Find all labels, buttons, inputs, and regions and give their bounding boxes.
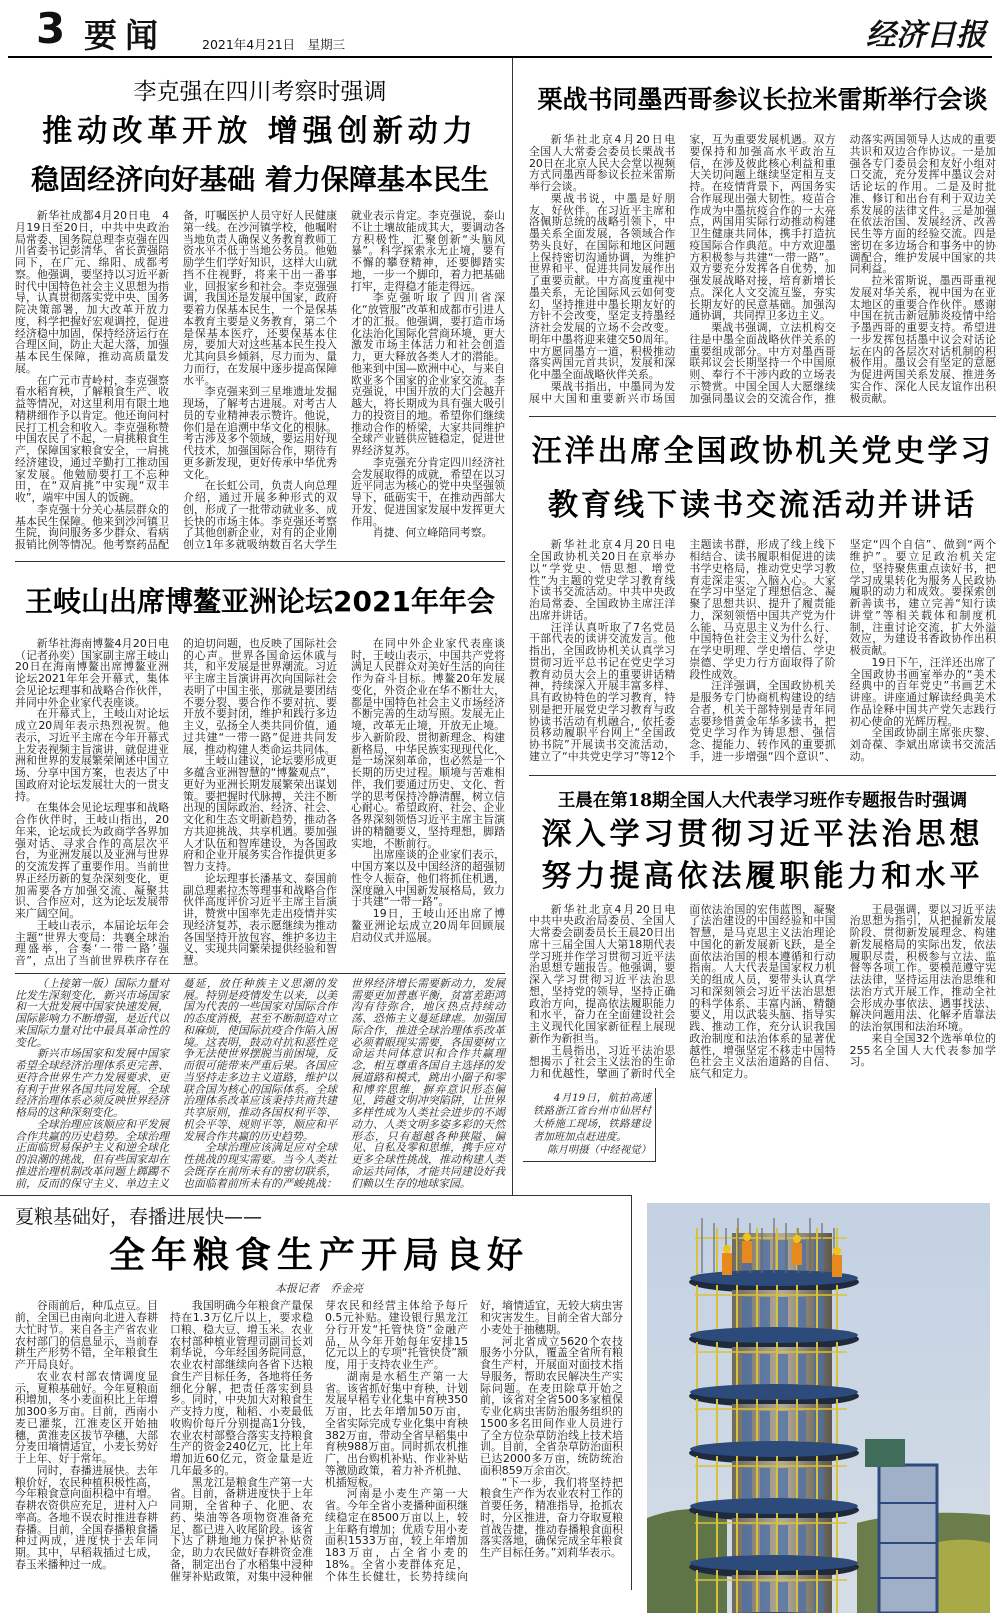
- construction-worker: [792, 1243, 802, 1265]
- article-body: [529, 904, 996, 1080]
- formwork-panel: [742, 1411, 752, 1441]
- paragraph: 来自全国32个选举单位的255名全国人大代表参加学习。: [849, 1031, 996, 1069]
- paragraph: 李克强来到三星堆遗址发掘现场，了解考古进展。对考古人员的专业精神表示赞许。他说，你们是在追溯中华文化的根脉。考古涉及多个领域，要运用好现代技术，加强国际合作，期待有更多新发现，更好传承中华优秀文化。: [183, 385, 337, 481]
- paragraph: 谷雨前后，种瓜点豆。目前，全国已由南向北进入春耕大忙时节。来自各主产省农业农村部门的信息显示，当前春耕生产形势不错，全年粮食生产开局良好。: [15, 1299, 158, 1371]
- formwork-panel: [760, 1525, 770, 1555]
- formwork-panel: [760, 1582, 770, 1612]
- article-headline: 教育线下读书交流活动并讲话: [548, 488, 977, 524]
- formwork-panel: [778, 1297, 788, 1327]
- formwork-panel: [742, 1297, 752, 1327]
- article-headline: 深入学习贯彻习近平法治思想: [541, 816, 984, 852]
- article-body: [15, 638, 505, 967]
- paragraph: 李克强十分关心基层群众的基本民生保障。他来到沙河镇卫生院，询问服务多少群众、看病报销比例等情况。他考察药品配备，叮嘱医护人员守好人民健康第一线。在沙河镇学校，他嘱咐当地负责人确保义务教育教师工资水平不低于当地公务员。他勉励学生们学好知识，这样大山就挡不住视野，将来干出一番事业，回报家乡和社会。李克强强调，我国还是发展中国家，政府要着力保基本民生，一个是保基本教育主要是义务教育，第二个是保基本医疗，还要保基本住房，要加大对这些基本民生投入尤其向县乡倾斜，尽力而为、量力而行，在发展中逐步提高保障水平。: [15, 209, 337, 551]
- formwork-panel: [778, 1354, 788, 1384]
- formwork-panel: [778, 1468, 788, 1498]
- right-column: [512, 58, 1000, 1195]
- paragraph: 李克强充分肯定四川经济社会发展取得的成就，希望在以习近平同志为核心的党中央坚强领导下，砥砺实干，在推动西部大开发、促进国家发展中发挥更大作用。: [351, 455, 505, 528]
- section-rule: [529, 775, 996, 776]
- issue-date: 2021年4月21日 星期三: [202, 37, 346, 52]
- paragraph: 19日下午，汪洋还出席了全国政协书画室举办的“美术经典中的百年党史”书画艺术讲座。讲座通过解读经典美术作品诠释中国共产党矢志践行初心使命的光辉历程。: [849, 655, 996, 728]
- formwork-panel: [742, 1354, 752, 1384]
- upper-section: [0, 58, 1000, 1195]
- formwork-panel: [814, 1582, 824, 1612]
- paragraph: 栗战书说，中墨是好朋友、好伙伴。在习近平主席和洛佩斯总统的战略引领下，中墨关系全面发展，各领域合作势头良好，在国际和地区问题上保持密切沟通协调，为维护世界和平、促进共同发展作出了重要贡献。中方高度重视中墨关系，无论国际风云如何变幻，坚持推进中墨长期友好的方针不会改变，坚定支持墨经济社会发展的立场不会改变。明年中墨将迎来建交50周年。中方愿同墨方一道，积极推动落实两国元首共识，发展和深化中墨全面战略伙伴关系。: [529, 191, 676, 381]
- paragraph: 新华社北京4月20日电 全国人大常委会委员长栗战书20日在北京人民大会堂以视频方式同墨西哥参议长拉米雷斯举行会谈。: [529, 133, 687, 193]
- formwork-panel: [778, 1411, 788, 1441]
- formwork-panel: [814, 1297, 824, 1327]
- construction-worker: [722, 1253, 732, 1275]
- paragraph: 王晨强调，要以习近平法治思想为指引，从把握新发展阶段、贯彻新发展理念、构建新发展格局的实际出发，依法履职尽责，积极参与立法、监督等各项工作。要模范遵守宪法法律，坚持运用法治思维和法治方式开展工作，推动全社会形成办事依法、遇事找法、解决问题用法、化解矛盾靠法的法治氛围和法治环境。: [849, 902, 996, 1033]
- formwork-panel: [760, 1468, 770, 1498]
- paragraph: 在广元市青岭村，李克强察看水稻育秧，了解粮食生产、收益等情况，对这里利用有限土地精耕细作予以肯定。他还询问村民打工机会和收入。李克强称赞中国农民了不起，一肩挑粮食生产，保障国家粮食安全，一肩挑经济建设，通过辛勤打工推动国家发展。他勉励要打工不忘种田，在“双肩挑”中实现“双丰收”，端牢中国人的饭碗。: [15, 373, 169, 504]
- paragraph: 新兴市场国家和发展中国家希望全球经济治理体系更完善、更符合世界生产力发展要求、更有利于世界各国共同发展。全球经济治理体系必须反映世界经济格局的这种深刻变化。: [15, 1047, 169, 1119]
- left-column: [15, 58, 512, 1195]
- section-title: 要闻: [84, 16, 166, 55]
- article-headline: 栗战书同墨西哥参议长拉米雷斯举行会谈: [537, 85, 988, 114]
- paragraph: 论坛理事长潘基文、泰国前副总理素拉杰等理事和战略合作伙伴高度评价习近平主席主旨演讲，赞赏中国率先走出疫情并实现经济复苏，表示愿继续为推动各国坚持开放包容、维护多边主义、实现共同繁荣提供经验和智慧。: [183, 871, 337, 967]
- paragraph: 同时，春播进展快。去年粮价好，农民种植积极性高，今年粮食意向面积稳中有增。春耕农资供应充足，进村入户率高。各地不误农时推进春耕春播。目前，全国春播粮食播种过两成，进度快于去年同期。其中，早稻栽插过七成，春玉米播种过一成。: [15, 1463, 158, 1571]
- paragraph: 汪洋强调，全国政协机关是服务专门协商机构建设的结合者，机关干部特别是青年同志要珍惜黄金年华多读书，把党史学习作为铸思想、强信念、提能力、转作风的重要抓手，进一步增强“四个意识”、坚定“四个自信”、做到“两个维护”。要立足政治机关定位，坚持聚焦重点读好书，把学习成果转化为服务人民政协履职的动力和成效。要探索创新善读书，建立完善“知行读讲堂”等相关载体和制度机制，注重讨论交流，扩大外溢效应，为建设书香政协作出积极贡献。: [689, 538, 996, 763]
- bridge-pier-photo: [647, 1203, 990, 1613]
- paragraph: 全球治理应该满足应对全球性挑战的现实需要。当今人类社会既存在前所未有的密切联系，也面临着前所未有的严峻挑战：世界经济增长需要新动力，发展需要更加普惠平衡，贫富差距鸿沟有待弥合，地区热点持续动荡、恐怖主义蔓延肆虐。加强国际合作，推进全球治理体系改革必须着眼现实需要，各国要树立命运共同体意识和合作共赢理念，相互尊重各国自主选择的发展道路和模式，跳出小圈子和零和博弈思维，摒弃意识形态偏见，跨越文明冲突陷阱，让世界多样性成为人类社会进步的不竭动力、人类文明多姿多彩的天然形态，只有超越各种狭隘、偏见、自私及零和思维，携手应对更多全球性挑战，推动构建人类命运共同体，才能共同建设好我们赖以生存的地球家园。: [183, 976, 505, 1190]
- formwork-panel: [760, 1411, 770, 1441]
- article-kicker: 夏粮基础好，春播进展快——: [15, 1206, 263, 1229]
- paragraph: 农业农村部农情调度显示，夏粮基础好。今年夏粮面积增加，冬小麦面积比上年增加300多万亩。目前，西南小麦已灌浆，江淮麦区开始抽穗，黄淮麦区拔节孕穗，大部分麦田墒情适宜，小麦长势好于上年、好于常年。: [15, 1369, 158, 1465]
- article-headline: 王岐山出席博鳌亚洲论坛2021年年会: [25, 584, 495, 618]
- photo-caption-box: [523, 1088, 656, 1162]
- article-byline: 本报记者 乔金亮: [275, 1282, 363, 1296]
- formwork-panel: [778, 1582, 788, 1612]
- article-body: [15, 210, 505, 551]
- article-kicker: 王晨在第18期全国人大代表学习班作专题报告时强调: [557, 790, 968, 811]
- masthead: [8, 0, 992, 58]
- article-headline: 汪洋出席全国政协机关党史学习: [531, 434, 994, 470]
- construction-worker: [832, 1255, 842, 1277]
- paragraph: 在长虹公司，负责人向总理介绍，通过开展多种形式的双创，形成了一批带动就业多、成长快的市场主体。李克强还考察了其他创新企业，对有的企业刚创立1年多就吸纳数百名大学生就业表示肯定。李克强说，泰山不让土壤故能成其大，要调动各方积极性，汇聚创新“头脑风暴”。科学探索永无止境，要有不懈的攀登精神，还要脚踏实地，一步一个脚印，着力把基础打牢，走得稳才能走得远。: [183, 209, 505, 551]
- article-headline: 努力提高依法履职能力和水平: [541, 858, 984, 894]
- paragraph: 在开幕式上，王岐山对论坛成立20周年表示热烈祝贺。他表示，习近平主席在今年开幕式上发表视频主旨演讲，就促进亚洲和世界的发展繁荣阐述中国立场、分享中国方案，也表达了中国政府对论坛发展壮大的一贯支持。: [15, 707, 169, 803]
- article-wangyang: [529, 425, 996, 762]
- article-headline: 稳固经济向好基础 着力保障基本民生: [31, 163, 489, 196]
- article-body: [529, 134, 996, 404]
- formwork-panel: [814, 1411, 824, 1441]
- formwork-panel: [814, 1354, 824, 1384]
- paragraph: 湖南是水稻生产第一大省。该省抓好集中育秧，计划发展早稻专业化集中育秧350万亩，比去年增加50万亩，全省实际完成专业化集中育秧382万亩，带动全省早稻集中育秧988万亩。同时抓农机推广，出台购机补贴、作业补贴等激励政策，着力补齐机抛、机插短板。: [325, 1369, 468, 1489]
- article-wangchen: [529, 788, 996, 1080]
- section-rule: [529, 416, 996, 417]
- paragraph: 我国明确今年粮食产量保持在1.3万亿斤以上，要求稳口粮、稳大豆、增玉米。农业农村部种植业管理司副司长刘莉华说，今年经国务院同意，农业农村部继续向各省下达粮食生产目标任务，各地将任务细化分解，把责任落实到县乡。同时，中央加大对粮食生产支持力度，籼稻、小麦最低收购价每斤分别提高1分钱，农业农村部整合落实支持粮食生产的资金240亿元，比上年增加近60亿元，资金量是近几年最多的。: [170, 1299, 313, 1477]
- paragraph: 王岐山建议，论坛要形成更多蕴含亚洲智慧的“博鳌观点”，更好为亚洲长期发展繁荣出谋划策。要把握时代脉搏，关注不断出现的国际政治、经济、社会、文化和生态文明新趋势，推动各方共迎挑战、共享机遇。要加强人才队伍和智库建设，为各国政府和企业开展务实合作提供更多智力支持。: [183, 754, 337, 873]
- paragraph: 新华社成都4月20日电 4月19日至20日，中共中央政治局常委、国务院总理李克强在四川省委书记彭清华、省长黄强陪同下，在广元、绵阳、成都考察。他强调，要坚持以习近平新时代中国特色社会主义思想为指导，认真贯彻落实党中央、国务院决策部署，加大改革开放力度，科学把握好宏观调控，促进经济稳中加固，保持经济运行在合理区间，防止大起大落，加强基本民生保障，推动高质量发展。: [15, 209, 169, 375]
- paragraph: 19日，王岐山还出席了博鳌亚洲论坛成立20周年回顾展启动仪式并巡展。: [351, 907, 505, 944]
- paragraph: 河北省成立5620个农技服务小分队，覆盖全省所有粮食生产村，开展面对面技术指导服务，帮助农民解决生产实际问题。在麦田除草开始之前，该省对全省500多家植保专业化病虫害防治服务组织的1500多名田间作业人员进行了全方位杂草防治线上技术培训。目前，全省杂草防治面积已达2000多万亩，统防统治面积859万余亩次。: [480, 1334, 623, 1477]
- formwork-panel: [742, 1582, 752, 1612]
- paragraph: 在集体会见论坛理事和战略合作伙伴时，王岐山指出，20年来，论坛成长为政商学各界加强对话、寻求合作的高层次平台，为亚洲发展以及亚洲与世界的交流发挥了重要作用。当前世界正经历新的复杂深刻变化，更加需要各方加强交流、凝聚共识、合作应对，这为论坛发展带来广阔空间。: [15, 801, 169, 920]
- construction-worker: [742, 1241, 752, 1263]
- formwork-panel: [814, 1468, 824, 1498]
- paragraph: 李克强听取了四川省深化“放管服”改革和成都市引进人才的汇报。他强调，要打造市场化法治化国际化营商环境，更大激发市场主体活力和社会创造力，更大释放各类人才的潜能。他来到中国—欧洲中心，与来自欧亚多个国家的企业家交流。李克强说，中国开放的大门会越开越大，将长期成为具有强大吸引力的投资目的地。希望你们继续推动合作的桥梁，大家共同维护全球产业链供应链稳定，促进世界经济复苏。: [351, 291, 505, 457]
- paragraph: 河南是小麦生产第一大省。今年全省小麦播种面积继续稳定在8500万亩以上，较上年略有增加；优质专用小麦面积1533万亩，较上年增加183万亩，占全省小麦的18%。全省小麦群体充足，个体生长健壮，长势持续向好，墒情适宜，无较大病虫害和灾害发生。目前全省大部分小麦处于抽穗期。: [325, 1299, 623, 1583]
- formwork-panel: [760, 1297, 770, 1327]
- paragraph: 出席座谈的企业家们表示，中国方案以及中国经济的超强韧性令人振奋，他们将抓住机遇，深度融入中国新发展格局，致力于共建“一带一路”。: [351, 848, 505, 909]
- paragraph: 全球治理应该顺应和平发展合作共赢的历史趋势。全球治理正面临贸易保护主义和逆全球化的浪潮的挑战，但有些国家却在推进治理机制改革问题上踯躅不前，反而的保守主义、单边主义蔓延，放任种族主义思潮的发展。特别是疫情发生以来，以美国为代表的一些国家对国际合作的态度消极，甚至不断制造对立和麻烦，使国际抗疫合作陷入困境。这表明，鼓动对抗和恶性竞争无法使世界摆脱当前困境，反而很可能带来严重后果。各国应当坚持走多边主义道路，维护以联合国为核心的国际体系。全球治理体系改革应该秉持共商共建共享原则，推动各国权利平等、机会平等、规则平等，顺应和平发展合作共赢的历史趋势。: [15, 976, 337, 1190]
- paragraph: 栗战书指出，中墨同为发展中大国和重要新兴市场国家，互为重要发展机遇。双方要保持和加强高水平政治互信，在涉及彼此核心利益和重大关切问题上继续坚定相互支持。在疫情背景下，两国务实合作展现出强大韧性。疫苗合作成为中墨抗疫合作的一大亮点，两国用实际行动推动构建卫生健康共同体，携手打造抗疫国际合作典范。中方欢迎墨方积极参与共建“一带一路”。双方要充分发挥各自优势，加强发展战略对接，培育新增长点。深化人文交流互鉴，夯实长期友好的民意基础。加强沟通协调，共同捍卫多边主义。: [529, 133, 836, 405]
- formwork-panel: [760, 1354, 770, 1384]
- lower-section: [0, 1195, 1000, 1613]
- continued-article-body: [15, 978, 505, 1190]
- news-photo-bridge-pier-construction: [647, 1203, 990, 1613]
- article-wangqishan: [15, 582, 505, 967]
- paragraph: “下一步，我们将坚持把粮食生产作为农业农村工作的首要任务，精准指导，抢抓农时，分区推进，奋力夺取夏粮首战告捷，推动春播粮食面积落实落地，确保完成全年粮食生产目标任务。”刘莉华表示。: [480, 1475, 623, 1559]
- paragraph: 王晨指出，习近平法治思想揭示了社会主义法治的生命力和优越性，擘画了新时代全面依法治国的宏伟蓝图，凝聚了法治建设的中国经验和中国智慧，是马克思主义法治理论中国化的新发展新飞跃，是全面依法治国的根本遵循和行动指南。人大代表是国家权力机关的组成人员，要带头认真学习和深刻领会习近平法治思想的科学体系、丰富内涵、精髓要义，用以武装头脑、指导实践、推动工作，充分认识我国政治制度和法治体系的显著优越性，增强坚定不移走中国特色社会主义法治道路的自信、底气和定力。: [529, 902, 836, 1080]
- article-likeqiang: [15, 76, 505, 551]
- page-number: 3: [36, 4, 66, 53]
- photo-caption: 4月19日，航拍高速铁路浙江省台州市仙居村大桥施工现场，铁路建设者加班加点赶进度。: [533, 1091, 651, 1143]
- paragraph: 拉米雷斯说，墨西哥重视发展对华关系，视中国为在亚太地区的重要合作伙伴。感谢中国在抗击新冠肺炎疫情中给予墨西哥的重要支持。希望进一步发挥包括墨中议会对话论坛在内的各层次对话机制的积极作用。墨议会有坚定的意愿为促进两国关系发展、推进务实合作、深化人民友谊作出积极贡献。: [849, 274, 996, 405]
- article-grain: [0, 1195, 632, 1590]
- paragraph: 新华社北京4月20日电 全国政协机关20日在京举办以“学党史、悟思想、增党性”为主题的党史学习教育线下读书交流活动。中共中央政治局常委、全国政协主席汪洋出席并讲话。: [529, 538, 687, 622]
- paragraph: 新华社北京4月20日电 中共中央政治局委员、全国人大常委会副委员长王晨20日出席十三届全国人大第18期代表学习班并作学习贯彻习近平法治思想专题报告。他强调，要深入学习贯彻习近平法治思想，坚持党的领导，坚持正确政治方向，提高依法履职能力和水平，奋力在全面建设社会主义现代化国家新征程上展现新作为新担当。: [529, 902, 687, 1045]
- formwork-panel: [742, 1468, 752, 1498]
- paragraph: 在同中外企业家代表座谈时，王岐山表示，中国共产党将满足人民群众对美好生活的向往作为奋斗目标。博鳌20年发展变化，外资企业在华不断壮大，都是中国特色社会主义市场经济不断完善的生动写照。发展无止境，改革无止境，开放无止境。步入新阶段、贯彻新理念、构建新格局，中华民族实现现代化，是一场深刻革命，也必然是一个长期的历史过程。顺境与苦难相伴，我们要通过历史、文化、哲学的思考保持冷静清醒，树立信心耐心。希望政府、社会、企业各界深刻领悟习近平主席主旨演讲的精髓要义，坚持理想，脚踏实地，不断前行。: [351, 636, 505, 850]
- article-body: [529, 539, 996, 762]
- paragraph: 栗战书强调，立法机构交往是中墨全面战略伙伴关系的重要组成部分。中方对墨西哥联邦议会长期坚持一个中国原则、奉行不干涉内政的立场表示赞赏。中国全国人大愿继续加强同墨议会的交流合作，推动落实两国领导人达成的重要共识和双边合作协议。一是加强各专门委员会和友好小组对口交流，充分发挥中墨议会对话论坛的作用。二是及时批准、修订和出台有利于双边关系发展的法律文件。三是加强在依法治国、发展经济、改善民生等方面的经验交流。四是密切在多边场合和事务中的协调配合，维护发展中国家的共同利益。: [689, 133, 996, 405]
- formwork-panel: [814, 1525, 824, 1555]
- paragraph: 新华社海南博鳌4月20日电（记者孙奕）国家副主席王岐山20日在海南博鳌出席博鳌亚洲论坛2021年年会开幕式，集体会见论坛理事和战略合作伙伴，并同中外企业家代表座谈。: [15, 636, 169, 709]
- paragraph: （上接第一版）国际力量对比发生深刻变化，新兴市场国家和一大批发展中国家快速发展，国际影响力不断增强，是近代以来国际力量对比中最具革命性的变化。: [15, 976, 169, 1049]
- article-body: [15, 1300, 623, 1582]
- section-rule: [15, 561, 505, 562]
- formwork-panel: [742, 1525, 752, 1555]
- article-headline: 全年粮食生产开局良好: [108, 1234, 529, 1277]
- section-rule: [15, 973, 505, 974]
- article-kicker: 李克强在四川考察时强调: [133, 79, 387, 105]
- paragraph: 王岐山表示，本届论坛年会主题“世界大变局：共襄全球治理盛举，合奏‘一带一路’强音”，点出了当前世界秩序存在的迫切问题，也反映了国际社会的心声。世界各国命运休戚与共，和平发展是世界潮流。习近平主席主旨演讲再次向国际社会表明了中国主张，那就是要团结不要分裂、要合作不要对抗、要开放不要封闭，维护和践行多边主义，弘扬全人类共同价值，通过共建“一带一路”促进共同发展，推动构建人类命运共同体。: [15, 636, 337, 967]
- paragraph: 黑龙江是粮食生产第一大省。目前，备耕进度快于上年同期，全省种子、化肥、农药、柴油等各项物资准备充足，都已进入收尾阶段。该省下达了耕地地力保护补贴资金，助力农民做好春耕资金准备，制定出台了水稻集中浸种催芽补贴政策，对集中浸种催芽农民和经营主体给予每斤0.5元补贴。建设银行黑龙江分行开发“托管快贷”金融产品，从今年开始每年安排15亿元以上的专项“托管快贷”额度，用于支持农业生产。: [170, 1299, 468, 1583]
- newspaper-logo: 经济日报: [866, 18, 986, 53]
- photo-credit: 陈月明摄（中经视觉）: [547, 1143, 651, 1156]
- paragraph: 汪洋认真听取了7名党员干部代表的读讲交流发言。他指出，全国政协机关认真学习贯彻习近平总书记在党史学习教育动员大会上的重要讲话精神，持续深入开展丰富多样、具有政协特色的学习教育，特别是把开展党史学习教育与政协读书活动有机融合，依托委员移动履职平台网上“全国政协书院”开展读书交流活动，建立了“中共党史学习”等12个主题读书群，形成了线上线下相结合、读书履职相促进的读书学史格局，推动党史学习教育走深走实、入脑入心。大家在学习中坚定了理想信念、凝聚了思想共识、提升了履责能力，深刻领悟中国共产党为什么能、马克思主义为什么行、中国特色社会主义为什么好，在学史明理、学史增信、学史崇德、学史力行方面取得了阶段性成效。: [529, 538, 836, 763]
- formwork-panel: [778, 1525, 788, 1555]
- article-lizhanshu: [529, 80, 996, 404]
- article-headline: 推动改革开放 增强创新动力: [42, 114, 478, 149]
- paragraph: 全国政协副主席张庆黎、刘奇葆、李斌出席读书交流活动。: [849, 726, 996, 763]
- paragraph: 肖捷、何立峰陪同考察。: [372, 526, 493, 540]
